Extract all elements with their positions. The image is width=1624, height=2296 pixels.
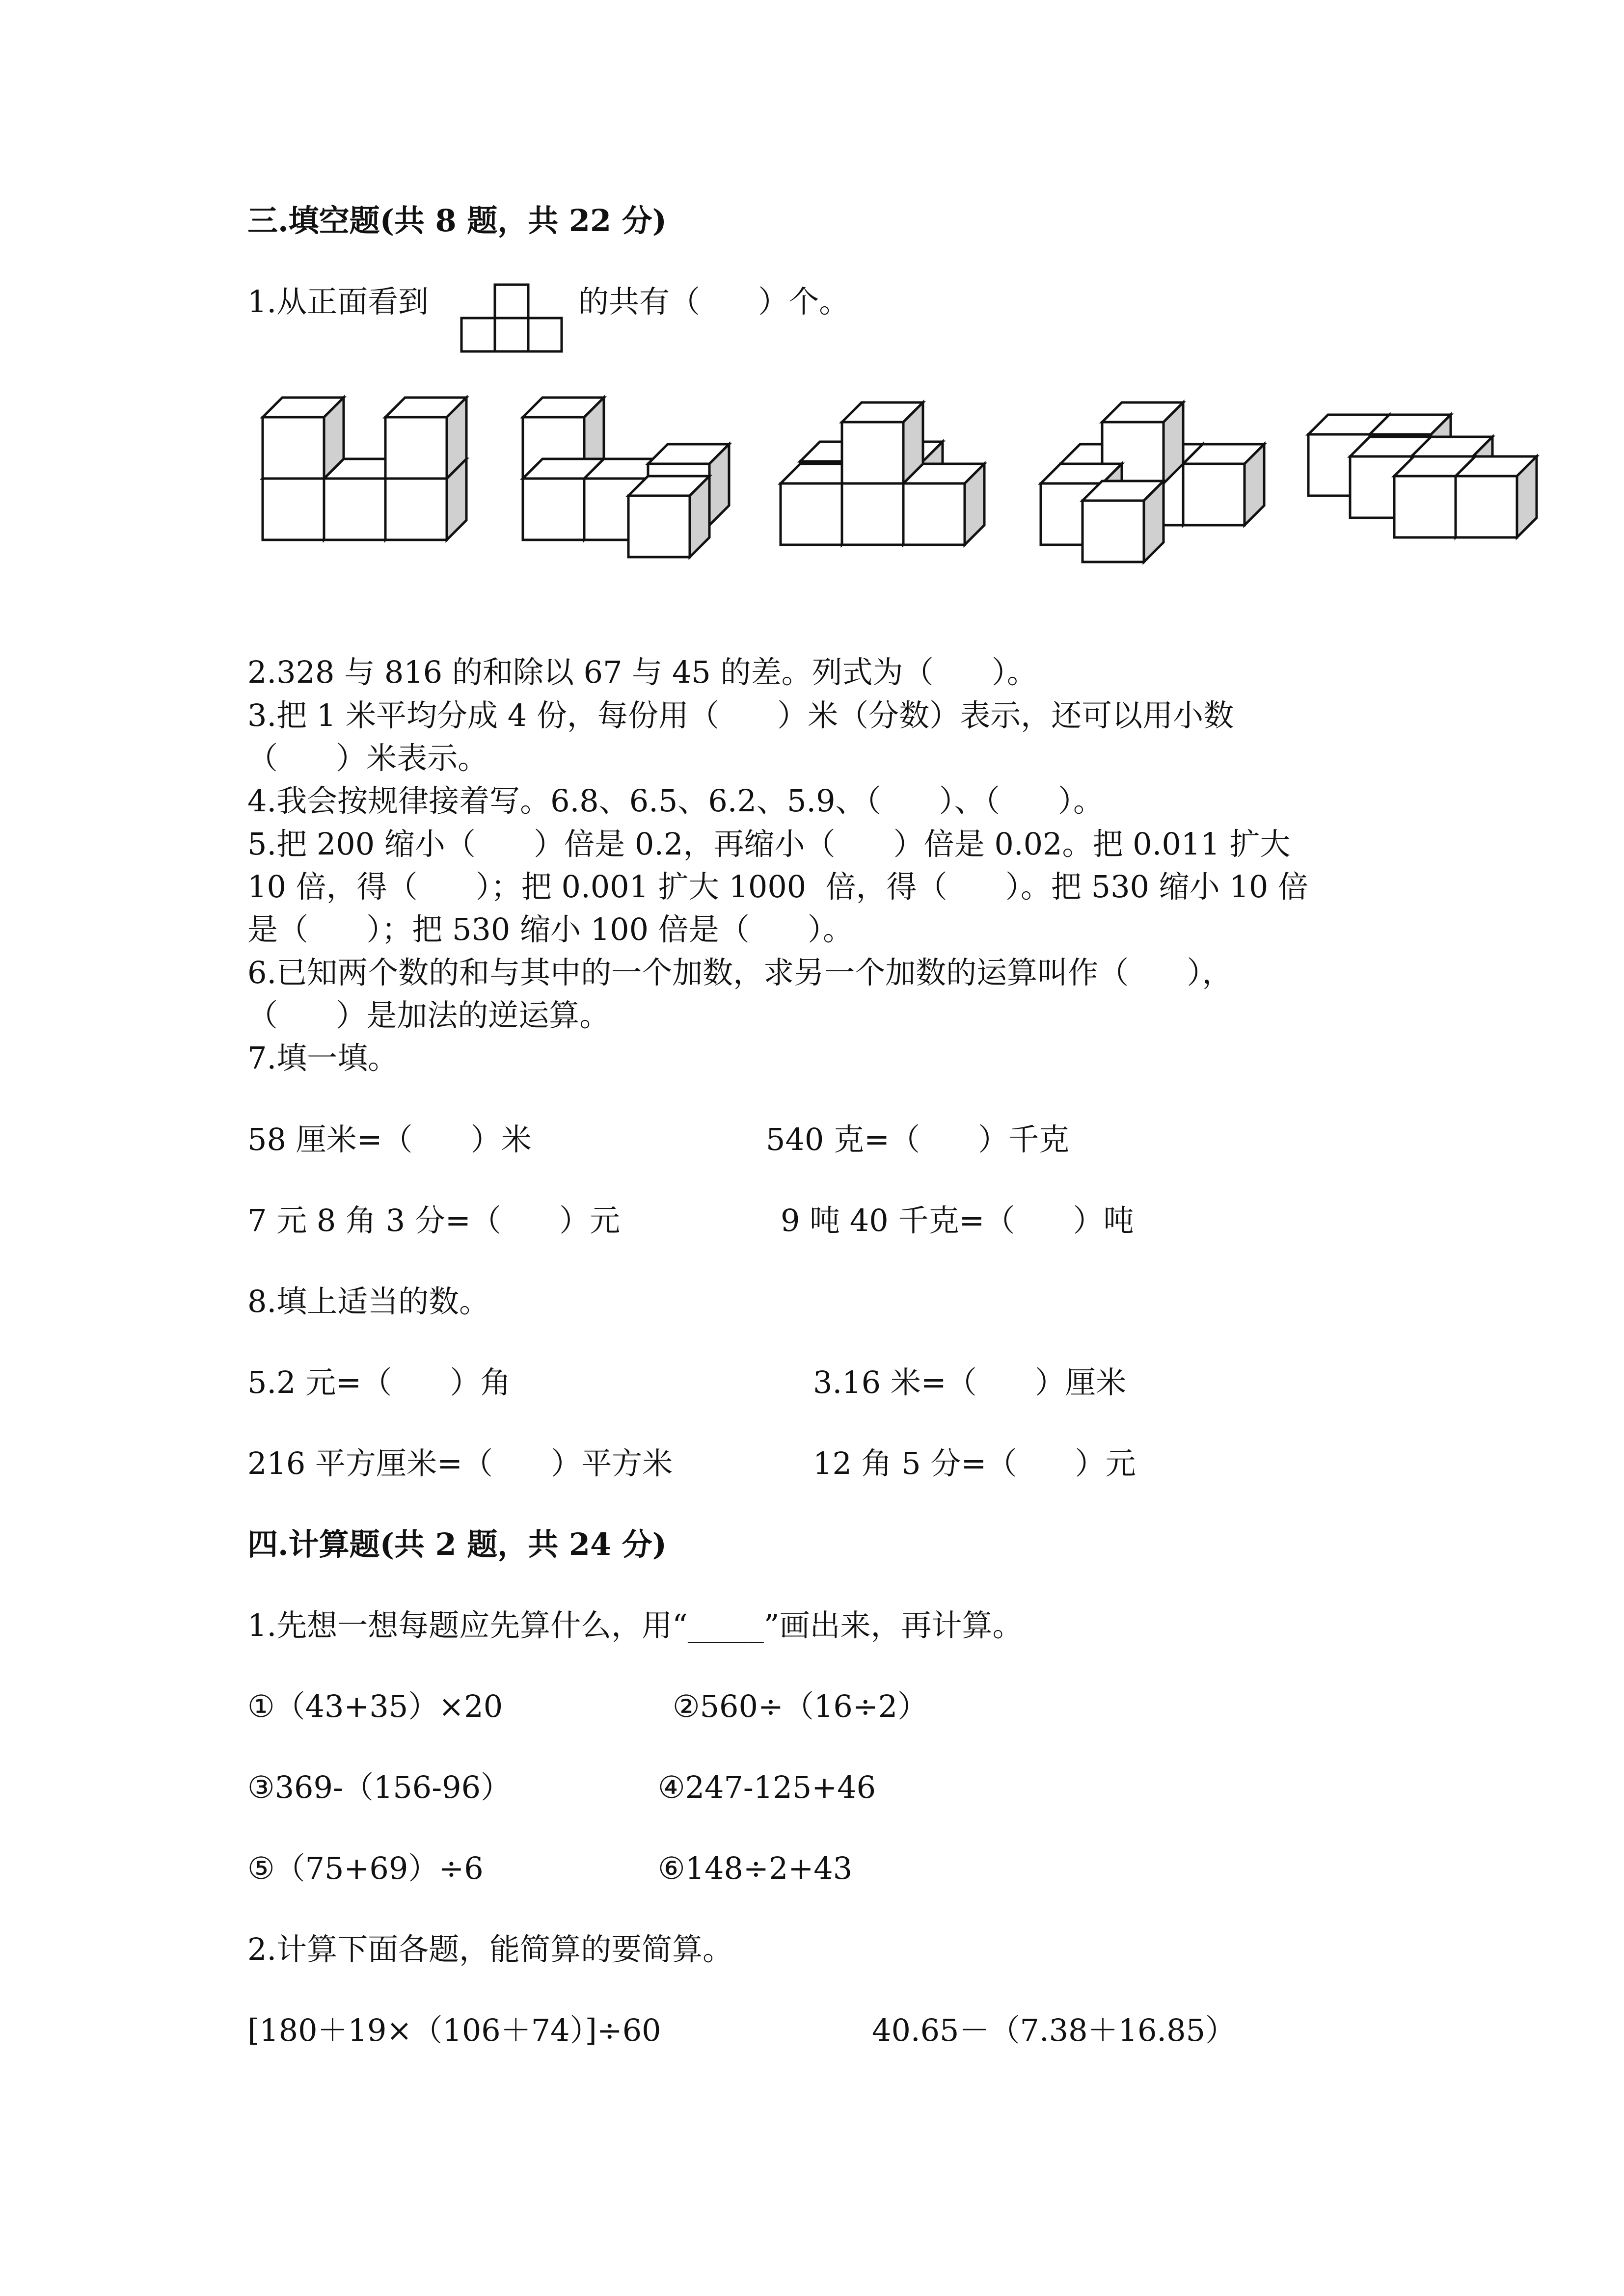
cube-figures (0, 0, 1624, 614)
q1-text-after: 的共有（ ）个。 (578, 284, 850, 320)
section-4-title: 四.计算题(共 2 题，共 24 分) (247, 1526, 667, 1562)
question-5-line-2: 10 倍，得（ ）；把 0.001 扩大 1000 倍，得（ ）。把 530 缩小 10 倍 (247, 869, 1308, 905)
q1-text-before: 1.从正面看到 (247, 284, 429, 320)
q8-item-c: 216 平方厘米=（ ）平方米 (247, 1445, 673, 1481)
calc-q1-title: 1.先想一想每题应先算什么，用“_____”画出来，再计算。 (247, 1607, 1023, 1643)
calc-q2-expr-1: [180＋19×（106＋74）]÷60 (247, 2012, 661, 2048)
cube-figure-e-block (1456, 456, 1537, 537)
calc-expr-6: ⑥148÷2+43 (658, 1850, 853, 1886)
q7-item-c: 7 元 8 角 3 分=（ ）元 (247, 1202, 621, 1238)
q7-item-d: 9 吨 40 千克=（ ）吨 (781, 1202, 1134, 1238)
calc-expr-4: ④247-125+46 (658, 1769, 876, 1805)
question-3-line-1: 3.把 1 米平均分成 4 份，每份用（ ）米（分数）表示，还可以用小数 (247, 697, 1234, 733)
calc-expr-3: ③369-（156-96） (247, 1769, 512, 1805)
calc-expr-2: ②560÷（16÷2） (673, 1688, 928, 1724)
question-6-line-2: （ ）是加法的逆运算。 (247, 997, 610, 1033)
calc-q2-title: 2.计算下面各题，能简算的要简算。 (247, 1931, 733, 1967)
question-6-line-1: 6.已知两个数的和与其中的一个加数，求另一个加数的运算叫作（ ）， (247, 955, 1233, 990)
question-2: 2.328 与 816 的和除以 67 与 45 的差。列式为（ ）。 (247, 654, 1037, 690)
question-4: 4.我会按规律接着写。6.8、6.5、6.2、5.9、（ ）、（ ）。 (247, 783, 1104, 819)
question-5-line-3: 是（ ）；把 530 缩小 100 倍是（ ）。 (247, 911, 854, 947)
calc-q2-expr-2: 40.65－（7.38＋16.85） (872, 2012, 1236, 2048)
cube-figure-d-block (1183, 444, 1264, 525)
cube-figure-c-block (842, 402, 923, 483)
cube-figure-a-block (385, 398, 466, 479)
cube-figure-a-block (263, 398, 344, 479)
q8-item-d: 12 角 5 分=（ ）元 (813, 1445, 1136, 1481)
q7-item-a: 58 厘米=（ ）米 (247, 1121, 532, 1157)
question-7-title: 7.填一填。 (247, 1040, 399, 1076)
section-3-title: 三.填空题(共 8 题，共 22 分) (247, 203, 667, 239)
q8-item-b: 3.16 米=（ ）厘米 (813, 1364, 1126, 1400)
cube-figure-c-block (903, 464, 984, 545)
question-3-line-2: （ ）米表示。 (247, 740, 488, 776)
calc-expr-1: ①（43+35）×20 (247, 1688, 503, 1724)
q7-item-b: 540 克=（ ）千克 (766, 1121, 1070, 1157)
cube-figure-b-block (628, 476, 709, 557)
calc-expr-5: ⑤（75+69）÷6 (247, 1850, 484, 1886)
cube-figure-d-block (1083, 481, 1164, 562)
q8-item-a: 5.2 元=（ ）角 (247, 1364, 511, 1400)
question-8-title: 8.填上适当的数。 (247, 1283, 490, 1319)
question-5-line-1: 5.把 200 缩小（ ）倍是 0.2，再缩小（ ）倍是 0.02。把 0.011 扩大 (247, 826, 1291, 862)
